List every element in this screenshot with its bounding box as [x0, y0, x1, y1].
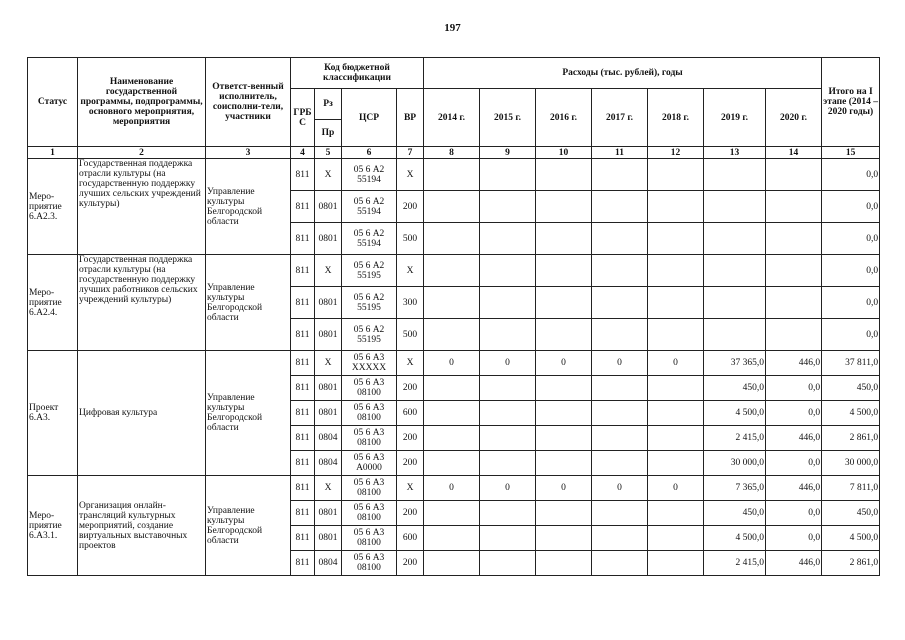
header-pr: Пр: [315, 120, 342, 147]
vr-cell: 200: [397, 551, 424, 576]
expense-cell: [592, 287, 648, 319]
vr-cell: 200: [397, 426, 424, 451]
expense-cell: 30 000,0: [704, 451, 766, 476]
expense-cell: [536, 451, 592, 476]
responsible-cell: Управление культуры Белгородской области: [206, 255, 291, 351]
expense-cell: 4 500,0: [704, 401, 766, 426]
expense-cell: 0,0: [766, 526, 822, 551]
expense-cell: [536, 526, 592, 551]
responsible-cell: Управление культуры Белгородской области: [206, 159, 291, 255]
expense-cell: [592, 376, 648, 401]
expense-cell: [766, 287, 822, 319]
column-number: 8: [424, 147, 480, 159]
header-vr: ВР: [397, 89, 424, 147]
expense-cell: [704, 191, 766, 223]
status-cell: Меро-приятие 6.А2.4.: [28, 255, 78, 351]
csr-cell: 05 6 А3 XXXXX: [342, 351, 397, 376]
expense-cell: [592, 191, 648, 223]
grbs-cell: 811: [291, 451, 315, 476]
name-cell: Государственная поддержка отрасли культуры (на государственную поддержку лучших сельских учреждений культуры): [78, 159, 206, 255]
csr-cell: 05 6 А2 55194: [342, 191, 397, 223]
expense-cell: 0: [536, 351, 592, 376]
csr-cell: 05 6 А3 08100: [342, 551, 397, 576]
page-number: 197: [444, 22, 461, 34]
expense-cell: [480, 255, 536, 287]
status-cell: Меро-приятие 6.А2.3.: [28, 159, 78, 255]
total-cell: 450,0: [822, 376, 880, 401]
expense-cell: 450,0: [704, 376, 766, 401]
rzpr-cell: 0801: [315, 376, 342, 401]
rzpr-cell: 0801: [315, 526, 342, 551]
vr-cell: 200: [397, 501, 424, 526]
rzpr-cell: 0801: [315, 191, 342, 223]
expense-cell: [424, 319, 480, 351]
grbs-cell: 811: [291, 287, 315, 319]
expense-cell: 0,0: [766, 501, 822, 526]
expense-cell: [536, 255, 592, 287]
expense-cell: [766, 191, 822, 223]
expense-cell: [536, 191, 592, 223]
header-year: 2017 г.: [592, 89, 648, 147]
total-cell: 2 861,0: [822, 426, 880, 451]
rzpr-cell: 0804: [315, 551, 342, 576]
header-name: Наименование государственной программы, подпрограммы, основного мероприятия, мероприятия: [78, 58, 206, 147]
header-year: 2016 г.: [536, 89, 592, 147]
expense-cell: 0: [480, 351, 536, 376]
header-total: Итого на I этапе (2014 – 2020 годы): [822, 58, 880, 147]
total-cell: 0,0: [822, 159, 880, 191]
rzpr-cell: X: [315, 159, 342, 191]
expense-cell: [704, 255, 766, 287]
expense-cell: [480, 159, 536, 191]
total-cell: 37 811,0: [822, 351, 880, 376]
vr-cell: X: [397, 159, 424, 191]
expense-cell: [536, 501, 592, 526]
column-number: 15: [822, 147, 880, 159]
vr-cell: X: [397, 255, 424, 287]
expense-cell: [592, 255, 648, 287]
expense-cell: 0: [592, 476, 648, 501]
table-row: [28, 159, 880, 191]
responsible-cell: Управление культуры Белгородской области: [206, 351, 291, 476]
expense-cell: [704, 287, 766, 319]
vr-cell: 600: [397, 526, 424, 551]
expense-cell: [480, 223, 536, 255]
expense-cell: 446,0: [766, 426, 822, 451]
expense-cell: [648, 191, 704, 223]
rzpr-cell: 0801: [315, 223, 342, 255]
grbs-cell: 811: [291, 376, 315, 401]
column-number-row: [28, 147, 880, 159]
total-cell: 0,0: [822, 319, 880, 351]
grbs-cell: 811: [291, 526, 315, 551]
total-cell: 0,0: [822, 287, 880, 319]
grbs-cell: 811: [291, 501, 315, 526]
header-year: 2020 г.: [766, 89, 822, 147]
name-cell: Государственная поддержка отрасли культуры (на государственную поддержку лучших работников сельских учреждений культуры): [78, 255, 206, 351]
table-row: [28, 476, 880, 501]
status-cell: Меро-приятие 6.А3.1.: [28, 476, 78, 576]
expense-cell: [592, 319, 648, 351]
grbs-cell: 811: [291, 319, 315, 351]
expense-cell: [424, 255, 480, 287]
expense-cell: [424, 551, 480, 576]
expense-cell: [424, 501, 480, 526]
expense-cell: [704, 159, 766, 191]
expense-cell: [536, 426, 592, 451]
grbs-cell: 811: [291, 476, 315, 501]
grbs-cell: 811: [291, 401, 315, 426]
expense-cell: [480, 401, 536, 426]
csr-cell: 05 6 А3 08100: [342, 401, 397, 426]
name-cell: Цифровая культура: [78, 351, 206, 476]
vr-cell: 200: [397, 451, 424, 476]
expense-cell: [424, 287, 480, 319]
expense-cell: 450,0: [704, 501, 766, 526]
grbs-cell: 811: [291, 551, 315, 576]
vr-cell: X: [397, 476, 424, 501]
expense-cell: [424, 223, 480, 255]
rzpr-cell: 0801: [315, 401, 342, 426]
expense-cell: [648, 501, 704, 526]
expense-cell: [648, 287, 704, 319]
column-number: 12: [648, 147, 704, 159]
rzpr-cell: 0801: [315, 319, 342, 351]
expense-cell: [424, 191, 480, 223]
vr-cell: 200: [397, 376, 424, 401]
column-number: 7: [397, 147, 424, 159]
expense-cell: [766, 159, 822, 191]
table-row: [28, 255, 880, 287]
column-number: 3: [206, 147, 291, 159]
total-cell: 450,0: [822, 501, 880, 526]
expense-cell: [648, 159, 704, 191]
expense-cell: 0: [536, 476, 592, 501]
expense-cell: [648, 401, 704, 426]
csr-cell: 05 6 А3 08100: [342, 376, 397, 401]
rzpr-cell: 0801: [315, 287, 342, 319]
expense-cell: [424, 376, 480, 401]
vr-cell: 200: [397, 191, 424, 223]
status-cell: Проект 6.А3.: [28, 351, 78, 476]
grbs-cell: 811: [291, 191, 315, 223]
expense-cell: [480, 191, 536, 223]
header-year: 2018 г.: [648, 89, 704, 147]
expense-cell: [424, 451, 480, 476]
expense-cell: 0: [480, 476, 536, 501]
expense-cell: [648, 319, 704, 351]
expense-cell: 0: [648, 476, 704, 501]
column-number: 4: [291, 147, 315, 159]
grbs-cell: 811: [291, 223, 315, 255]
total-cell: 0,0: [822, 255, 880, 287]
csr-cell: 05 6 А2 55195: [342, 255, 397, 287]
expense-cell: [648, 426, 704, 451]
expense-cell: 4 500,0: [704, 526, 766, 551]
expense-cell: 446,0: [766, 351, 822, 376]
column-number: 1: [28, 147, 78, 159]
grbs-cell: 811: [291, 159, 315, 191]
grbs-cell: 811: [291, 426, 315, 451]
expense-cell: 7 365,0: [704, 476, 766, 501]
vr-cell: X: [397, 351, 424, 376]
rzpr-cell: X: [315, 255, 342, 287]
expense-cell: [536, 159, 592, 191]
header-expenses: Расходы (тыс. рублей), годы: [424, 58, 822, 89]
column-number: 11: [592, 147, 648, 159]
rzpr-cell: 0804: [315, 426, 342, 451]
csr-cell: 05 6 А3 08100: [342, 426, 397, 451]
column-number: 10: [536, 147, 592, 159]
total-cell: 7 811,0: [822, 476, 880, 501]
header-status: Статус: [28, 58, 78, 147]
expense-cell: [592, 401, 648, 426]
total-cell: 30 000,0: [822, 451, 880, 476]
expense-cell: 0,0: [766, 401, 822, 426]
expense-cell: [424, 401, 480, 426]
csr-cell: 05 6 А3 А0000: [342, 451, 397, 476]
column-number: 13: [704, 147, 766, 159]
header-budget-code: Код бюджетной классификации: [291, 58, 424, 89]
expense-cell: [648, 526, 704, 551]
expense-cell: [480, 501, 536, 526]
column-number: 6: [342, 147, 397, 159]
expense-cell: [592, 426, 648, 451]
expense-cell: [766, 319, 822, 351]
expense-cell: 0,0: [766, 451, 822, 476]
expense-cell: 0: [592, 351, 648, 376]
expense-cell: 446,0: [766, 551, 822, 576]
csr-cell: 05 6 А2 55194: [342, 223, 397, 255]
vr-cell: 600: [397, 401, 424, 426]
expense-cell: [424, 526, 480, 551]
csr-cell: 05 6 А2 55195: [342, 287, 397, 319]
csr-cell: 05 6 А3 08100: [342, 501, 397, 526]
vr-cell: 300: [397, 287, 424, 319]
expense-cell: [704, 223, 766, 255]
csr-cell: 05 6 А3 08100: [342, 476, 397, 501]
expense-cell: [480, 526, 536, 551]
csr-cell: 05 6 А3 08100: [342, 526, 397, 551]
column-number: 9: [480, 147, 536, 159]
expense-cell: [592, 159, 648, 191]
column-number: 2: [78, 147, 206, 159]
expense-cell: 0: [424, 351, 480, 376]
csr-cell: 05 6 А2 55195: [342, 319, 397, 351]
expense-cell: [480, 551, 536, 576]
expense-cell: 2 415,0: [704, 426, 766, 451]
expense-cell: [592, 451, 648, 476]
expense-cell: [480, 287, 536, 319]
expense-cell: [592, 501, 648, 526]
expense-cell: 0: [648, 351, 704, 376]
expense-cell: [766, 255, 822, 287]
expense-cell: [424, 159, 480, 191]
total-cell: 4 500,0: [822, 401, 880, 426]
expense-cell: [480, 426, 536, 451]
expense-cell: [648, 223, 704, 255]
rzpr-cell: 0801: [315, 501, 342, 526]
header-year: 2015 г.: [480, 89, 536, 147]
expense-cell: [536, 376, 592, 401]
csr-cell: 05 6 А2 55194: [342, 159, 397, 191]
grbs-cell: 811: [291, 351, 315, 376]
rzpr-cell: X: [315, 476, 342, 501]
expense-cell: 0,0: [766, 376, 822, 401]
grbs-cell: 811: [291, 255, 315, 287]
total-cell: 0,0: [822, 223, 880, 255]
expense-cell: [704, 319, 766, 351]
header-year: 2019 г.: [704, 89, 766, 147]
expense-cell: [480, 319, 536, 351]
expense-cell: [592, 223, 648, 255]
expense-cell: 0: [424, 476, 480, 501]
total-cell: 4 500,0: [822, 526, 880, 551]
expense-cell: [592, 526, 648, 551]
total-cell: 2 861,0: [822, 551, 880, 576]
name-cell: Организация онлайн-трансляций культурных мероприятий, создание виртуальных выставочных проектов: [78, 476, 206, 576]
responsible-cell: Управление культуры Белгородской области: [206, 476, 291, 576]
expense-cell: [424, 426, 480, 451]
expense-cell: 37 365,0: [704, 351, 766, 376]
expense-cell: [536, 401, 592, 426]
expense-cell: [648, 376, 704, 401]
header-rz: Рз: [315, 89, 342, 120]
expense-cell: [648, 551, 704, 576]
table-row: [28, 351, 880, 376]
expense-cell: [536, 551, 592, 576]
expense-cell: 446,0: [766, 476, 822, 501]
expense-cell: [766, 223, 822, 255]
expense-cell: [536, 319, 592, 351]
vr-cell: 500: [397, 319, 424, 351]
expense-cell: [480, 451, 536, 476]
expense-cell: [648, 255, 704, 287]
expense-cell: [648, 451, 704, 476]
header-responsible: Ответст-венный исполнитель, соисполни-тели, участники: [206, 58, 291, 147]
vr-cell: 500: [397, 223, 424, 255]
header-year: 2014 г.: [424, 89, 480, 147]
expense-cell: [536, 223, 592, 255]
header-csr: ЦСР: [342, 89, 397, 147]
budget-table: [27, 57, 880, 576]
total-cell: 0,0: [822, 191, 880, 223]
column-number: 14: [766, 147, 822, 159]
expense-cell: [536, 287, 592, 319]
expense-cell: [480, 376, 536, 401]
expense-cell: [592, 551, 648, 576]
expense-cell: 2 415,0: [704, 551, 766, 576]
column-number: 5: [315, 147, 342, 159]
header-grbs: ГРБ С: [291, 89, 315, 147]
rzpr-cell: X: [315, 351, 342, 376]
rzpr-cell: 0804: [315, 451, 342, 476]
